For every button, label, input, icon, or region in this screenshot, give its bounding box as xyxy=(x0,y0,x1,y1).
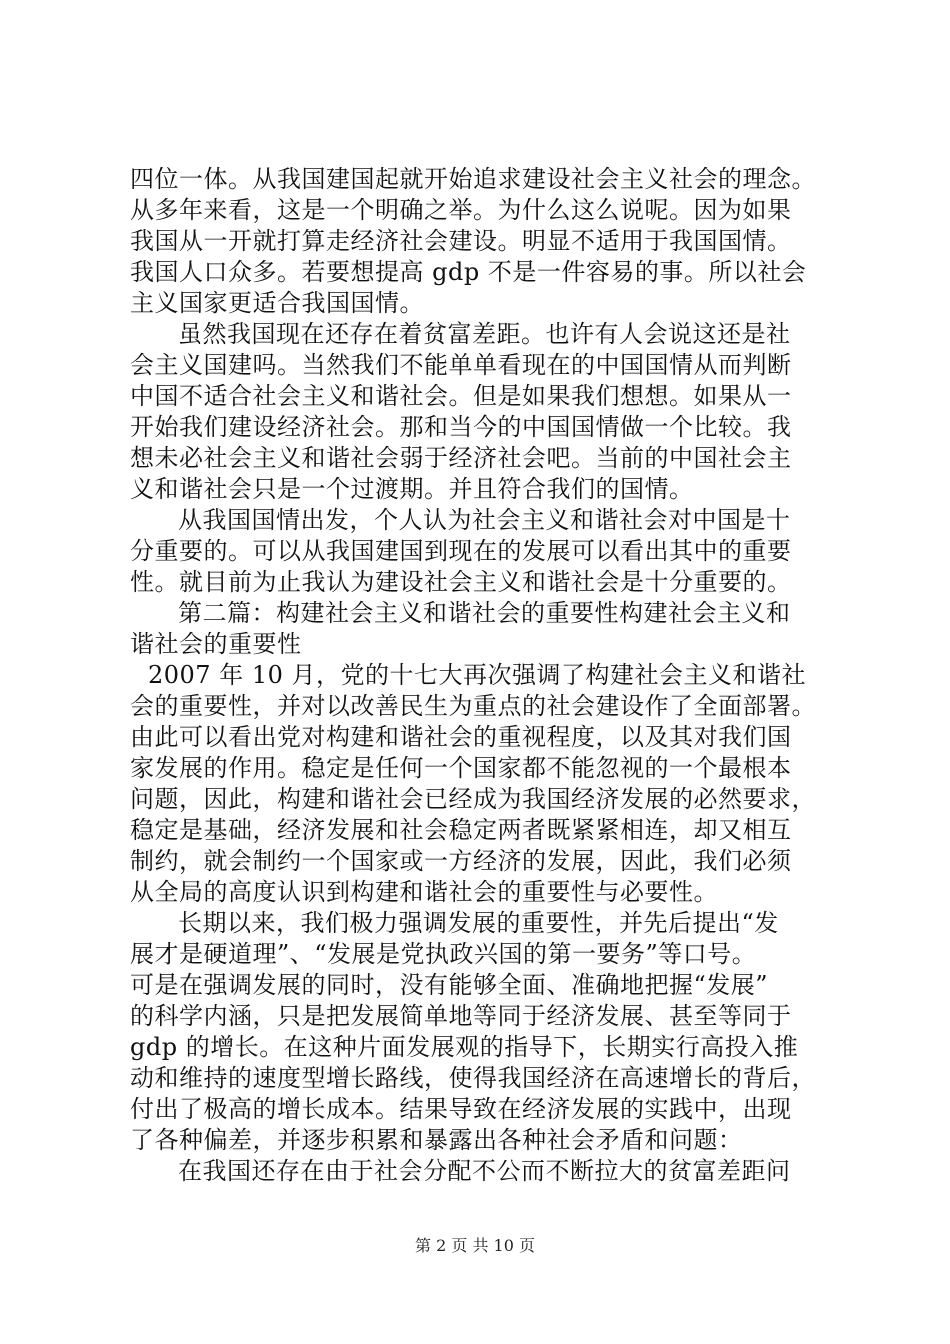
paragraph-start-line: 从我国国情出发，个人认为社会主义和谐社会对中国是十 xyxy=(178,506,791,534)
paragraph-start-line: 2007 年 10 月，党的十七大再次强调了构建社会主义和谐社 xyxy=(148,661,807,689)
text-line: gdp 的增长。在这种片面发展观的指导下，长期实行高投入推 xyxy=(130,1033,799,1061)
text-line: 问题，因此，构建和谐社会已经成为我国经济发展的必然要求， xyxy=(130,785,816,813)
text-line: 主义国家更适合我国国情。 xyxy=(130,289,424,317)
text-line: 可是在强调发展的同时，没有能够全面、准确地把握“发展” xyxy=(130,971,769,999)
document-body xyxy=(130,164,832,1187)
text-line: 四位一体。从我国建国起就开始追求建设社会主义社会的理念。 xyxy=(130,165,816,193)
text-line: 开始我们建设经济社会。那和当今的中国国情做一个比较。我 xyxy=(130,413,792,441)
text-line: 义和谐社会只是一个过渡期。并且符合我们的国情。 xyxy=(130,475,694,503)
text-line: 我国人口众多。若要想提高 gdp 不是一件容易的事。所以社会 xyxy=(130,258,807,286)
text-line: 付出了极高的增长成本。结果导致在经济发展的实践中，出现 xyxy=(130,1095,792,1123)
text-line: 家发展的作用。稳定是任何一个国家都不能忽视的一个最根本 xyxy=(130,754,792,782)
text-line: 会的重要性，并对以改善民生为重点的社会建设作了全面部署。 xyxy=(130,692,816,720)
text-line: 制约，就会制约一个国家或一方经济的发展，因此，我们必须 xyxy=(130,847,792,875)
paragraph-start-line: 长期以来，我们极力强调发展的重要性，并先后提出“发 xyxy=(178,909,779,937)
text-line: 稳定是基础，经济发展和社会稳定两者既紧紧相连，却又相互 xyxy=(130,816,792,844)
text-line: 的科学内涵，只是把发展简单地等同于经济发展、甚至等同于 xyxy=(130,1002,792,1030)
text-line: 性。就目前为止我认为建设社会主义和谐社会是十分重要的。 xyxy=(130,568,792,596)
section-heading-line: 谐社会的重要性 xyxy=(130,630,302,658)
text-line: 展才是硬道理”、“发展是党执政兴国的第一要务”等口号。 xyxy=(130,940,757,968)
text-line: 由此可以看出党对构建和谐社会的重视程度，以及其对我们国 xyxy=(130,723,792,751)
text-line: 了各种偏差，并逐步积累和暴露出各种社会矛盾和问题： xyxy=(130,1126,743,1154)
text-line: 会主义国建吗。当然我们不能单单看现在的中国国情从而判断 xyxy=(130,351,792,379)
section-heading-line: 第二篇：构建社会主义和谐社会的重要性构建社会主义和 xyxy=(178,599,791,627)
page-footer xyxy=(0,1236,950,1256)
text-line: 想未必社会主义和谐社会弱于经济社会吧。当前的中国社会主 xyxy=(130,444,792,472)
page-number-label: 第 2 页 共 10 页 xyxy=(415,1236,535,1255)
text-line: 中国不适合社会主义和谐社会。但是如果我们想想。如果从一 xyxy=(130,382,792,410)
text-line: 动和维持的速度型增长路线，使得我国经济在高速增长的背后， xyxy=(130,1064,816,1092)
text-line: 从全局的高度认识到构建和谐社会的重要性与必要性。 xyxy=(130,878,718,906)
text-line: 我国从一开就打算走经济社会建设。明显不适用于我国国情。 xyxy=(130,227,792,255)
text-line: 分重要的。可以从我国建国到现在的发展可以看出其中的重要 xyxy=(130,537,792,565)
paragraph-start-line: 虽然我国现在还存在着贫富差距。也许有人会说这还是社 xyxy=(178,320,791,348)
paragraph-start-line: 在我国还存在由于社会分配不公而不断拉大的贫富差距问 xyxy=(178,1157,791,1185)
text-line: 从多年来看，这是一个明确之举。为什么这么说呢。因为如果 xyxy=(130,196,792,224)
